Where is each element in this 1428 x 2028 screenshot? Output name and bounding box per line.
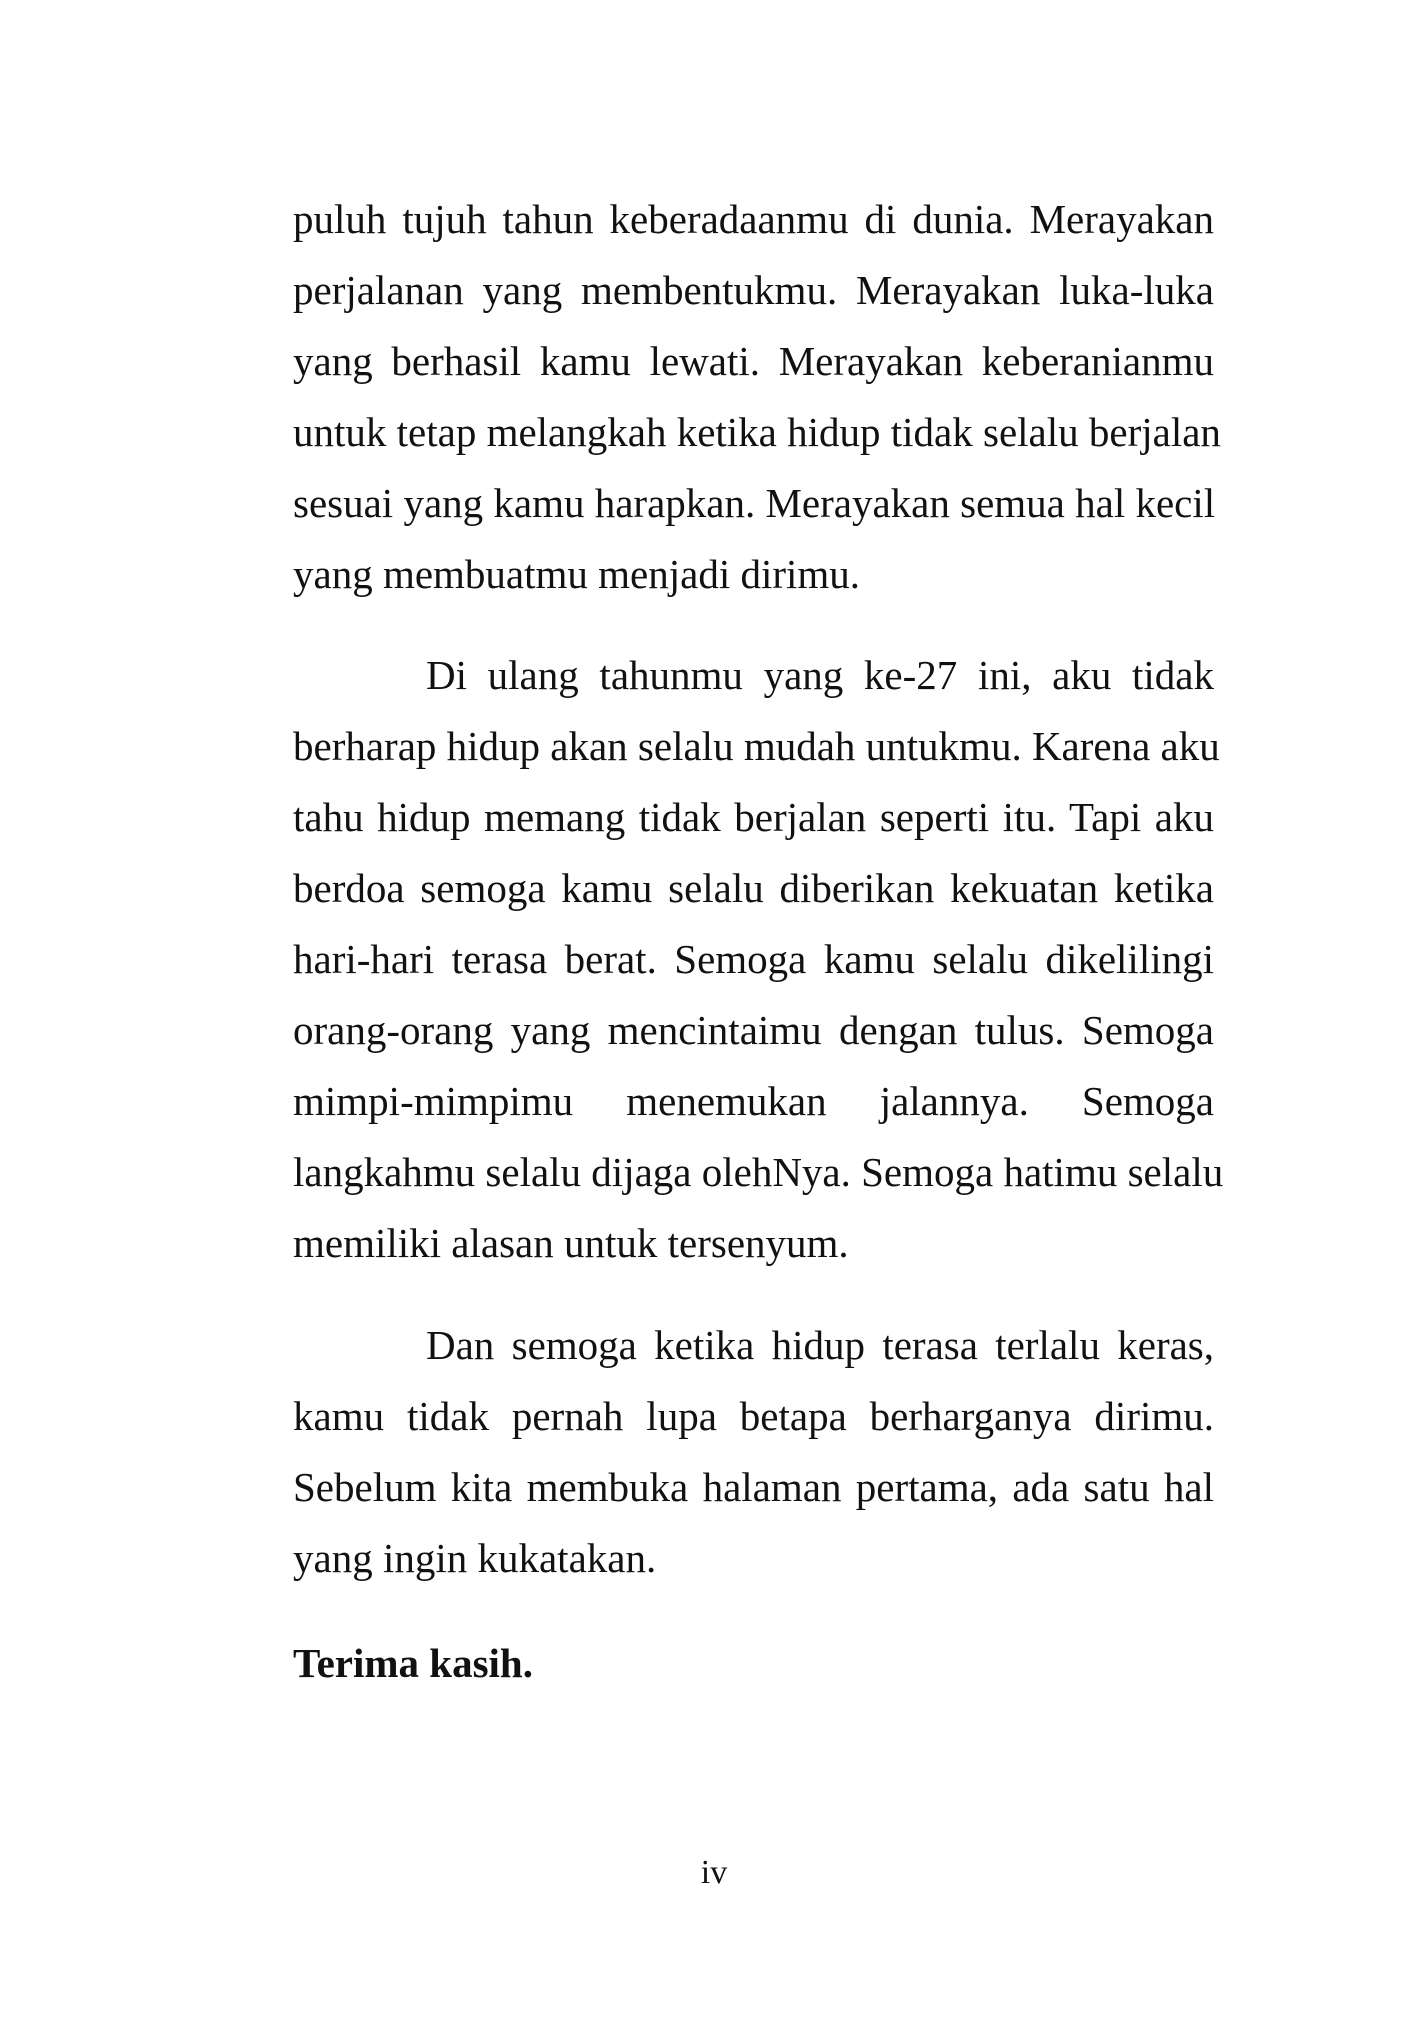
- paragraph-1: [293, 184, 1221, 610]
- paragraph-line: langkahmu selalu dijaga olehNya. Semoga hatimu selalu: [293, 1149, 1224, 1195]
- paragraph-line: puluh tujuh tahun keberadaanmu di dunia. Merayakan: [293, 196, 1214, 242]
- paragraph-2: [293, 640, 1224, 1279]
- paragraph-line: yang berhasil kamu lewati. Merayakan keberanianmu: [293, 338, 1214, 384]
- closing-line: Terima kasih.: [293, 1640, 533, 1686]
- page-number: iv: [700, 1854, 728, 1891]
- paragraph-line: berharap hidup akan selalu mudah untukmu. Karena aku: [293, 723, 1220, 769]
- paragraph-line: Di ulang tahunmu yang ke-27 ini, aku tidak: [426, 652, 1214, 698]
- paragraph-3: [293, 1310, 1214, 1594]
- paragraph-line: berdoa semoga kamu selalu diberikan kekuatan ketika: [293, 865, 1214, 911]
- paragraph-line: mimpi-mimpimu menemukan jalannya. Semoga: [293, 1078, 1214, 1124]
- paragraph-line: yang ingin kukatakan.: [293, 1535, 657, 1581]
- paragraph-line: Sebelum kita membuka halaman pertama, ada satu hal: [293, 1464, 1214, 1510]
- paragraph-line: memiliki alasan untuk tersenyum.: [293, 1220, 849, 1266]
- paragraph-line: kamu tidak pernah lupa betapa berharganya dirimu.: [293, 1393, 1214, 1439]
- paragraph-line: sesuai yang kamu harapkan. Merayakan semua hal kecil: [293, 480, 1216, 526]
- paragraph-line: tahu hidup memang tidak berjalan seperti itu. Tapi aku: [293, 794, 1214, 840]
- paragraph-line: perjalanan yang membentukmu. Merayakan luka-luka: [293, 267, 1214, 313]
- paragraph-line: untuk tetap melangkah ketika hidup tidak selalu berjalan: [293, 409, 1221, 455]
- paragraph-line: Dan semoga ketika hidup terasa terlalu keras,: [426, 1322, 1214, 1368]
- paragraph-line: yang membuatmu menjadi dirimu.: [293, 551, 861, 597]
- paragraph-line: hari-hari terasa berat. Semoga kamu selalu dikelilingi: [293, 936, 1214, 982]
- paragraph-line: orang-orang yang mencintaimu dengan tulus. Semoga: [293, 1007, 1214, 1053]
